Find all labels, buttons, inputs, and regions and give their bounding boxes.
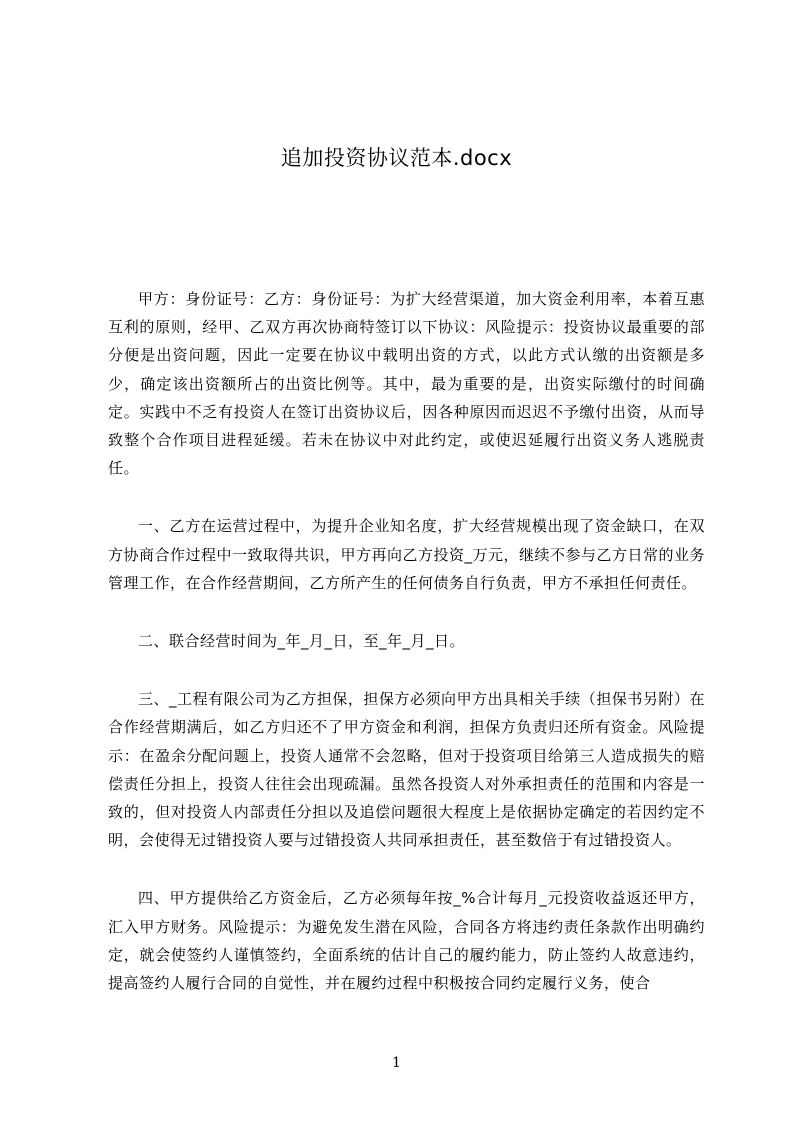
page-number: 1 <box>392 1055 401 1071</box>
paragraph-clause-1: 一、乙方在运营过程中，为提升企业知名度，扩大经营规模出现了资金缺口，在双方协商合作过程中一致取得共识，甲方再向乙方投资_万元，继续不参与乙方日常的业务管理工作，在合作经营期间，乙方所产生的任何债务自行负责，甲方不承担任何责任。 <box>108 517 706 592</box>
paragraph-clause-4: 四、甲方提供给乙方资金后，乙方必须每年按_%合计每月_元投资收益返还甲方，汇入甲方财务。风险提示：为避免发生潜在风险，合同各方将违约责任条款作出明确约定，就会使签约人谨慎签约，全面系统的估计自己的履约能力，防止签约人故意违约，提高签约人履行合同的自觉性，并在履约过程中积极按合同约定履行义务，使合 <box>108 889 705 993</box>
document-title: 追加投资协议范本.docx <box>280 146 513 170</box>
paragraph-clause-3: 三、_工程有限公司为乙方担保，担保方必须向甲方出具相关手续（担保书另附）在合作经营期满后，如乙方归还不了甲方资金和利润，担保方负责归还所有资金。风险提示：在盈余分配问题上，投资人通常不会忽略，但对于投资项目给第三人造成损失的赔偿责任分担上，投资人往往会出现疏漏。虽然各投资人对外承担责任的范围和内容是一致的，但对投资人内部责任分担以及追偿问题很大程度上是依据协定确定的若因约定不明，会使得无过错投资人要与过错投资人共同承担责任，甚至数倍于有过错投资人。 <box>108 690 705 850</box>
paragraph-preamble: 甲方：身份证号：乙方：身份证号：为扩大经营渠道，加大资金利用率，本着互惠互利的原则，经甲、乙双方再次协商特签订以下协议：风险提示：投资协议最重要的部分便是出资问题，因此一定要在协议中载明出资的方式，以此方式认缴的出资额是多少，确定该出资额所占的出资比例等。其中，最为重要的是，出资实际缴付的时间确定。实践中不乏有投资人在签订出资协议后，因各种原因而迟迟不予缴付出资，从而导致整个合作项目进程延缓。若未在协议中对此约定，或使迟延履行出资义务人逃脱责任。 <box>108 290 705 478</box>
document-body <box>108 285 705 1027</box>
paragraph-clause-2: 二、联合经营时间为_年_月_日，至_年_月_日。 <box>138 632 466 651</box>
